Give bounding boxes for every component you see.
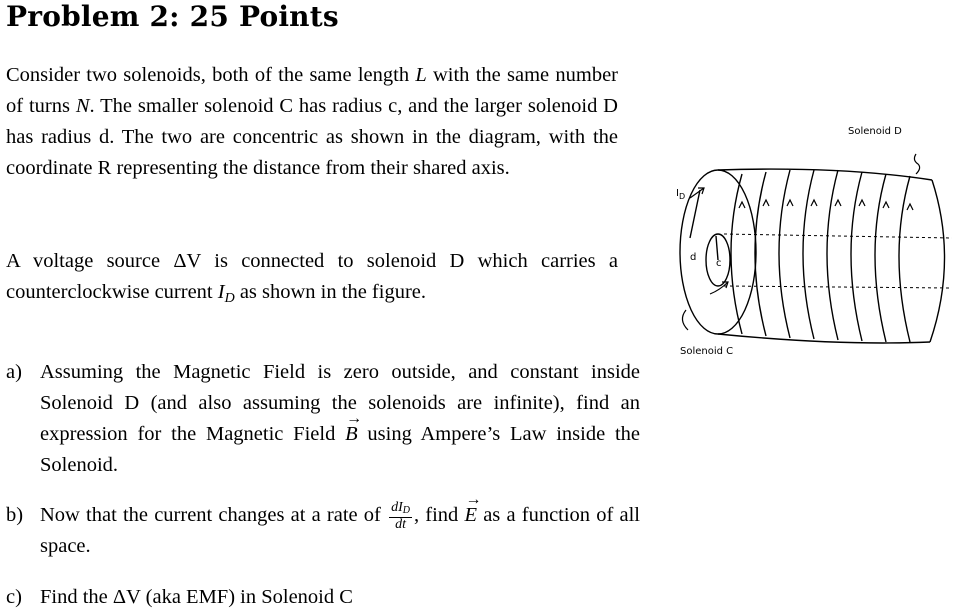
- intro-paragraph-1: Consider two solenoids, both of the same length L with the same number of turns N. The smaller solenoid C has radius c, and the larger solenoid D has radius d. The two are concentric as shown in the diagram, with the coordinate R representing the distance from their shared axis.: [6, 64, 618, 179]
- part-a-label: a): [6, 361, 22, 383]
- label-solenoid-c: Solenoid C: [680, 346, 734, 357]
- label-c: c: [716, 258, 722, 269]
- current-rate-fraction: $\frac{\text{dID}}{dt}$: [391, 500, 410, 533]
- part-c-text: Find the ΔV (aka EMF) in Solenoid C: [40, 586, 353, 608]
- label-d: d: [690, 252, 697, 263]
- part-b-label: b): [6, 504, 24, 526]
- delta-v: ΔV: [173, 250, 201, 272]
- label-current: $I_D$: [676, 188, 686, 201]
- part-a-text: Assuming the Magnetic Field is zero outside, and constant inside Solenoid D (and also assuming the solenoids are infinite), find an expression for the Magnetic Field → B using Ampere’s Law inside the Solenoid.: [40, 357, 640, 481]
- label-solenoid-d: Solenoid D: [848, 126, 902, 137]
- vector-e: → E: [464, 500, 477, 531]
- solenoid-diagram: [660, 110, 979, 370]
- part-b-text: Now that the current changes at a rate of $\frac{\text{dID}}{dt}$ , find → E as a function of all space.: [40, 500, 640, 562]
- intro-paragraph-2: A voltage source ΔV is connected to solenoid D which carries a counterclockwise current $I_D$ as shown in the figure.: [6, 250, 619, 306]
- problem-title: Problem 2: 25 Points: [6, 0, 339, 33]
- vector-b: → B: [345, 419, 358, 450]
- part-c-label: c): [6, 586, 22, 608]
